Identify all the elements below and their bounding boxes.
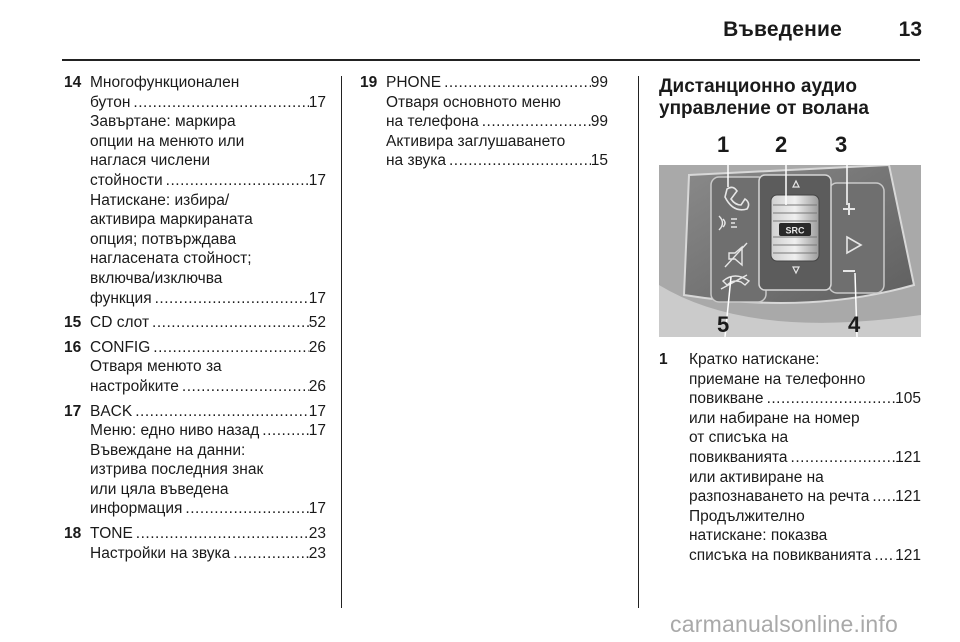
entry-line	[90, 338, 326, 358]
entry-number: 18	[64, 525, 82, 543]
entry-text: приемане на телефонно	[689, 370, 866, 388]
steering-wheel-photo	[659, 165, 921, 337]
dot-leader	[150, 338, 308, 358]
page-reference: 121	[895, 488, 921, 506]
left-button-panel	[711, 177, 766, 302]
entry-line	[90, 480, 326, 500]
callout-label: 2	[775, 132, 788, 157]
index-entry	[659, 350, 921, 566]
entry-text: списъка на повикванията	[689, 546, 872, 564]
entry-number: 17	[64, 402, 82, 420]
page-reference: 17	[308, 422, 326, 440]
entry-line	[689, 389, 921, 409]
page-reference: 26	[308, 377, 326, 395]
entry-text: Завъртане: маркира	[90, 113, 236, 131]
entry-line	[90, 377, 326, 397]
page-reference: 105	[895, 390, 921, 408]
page-reference: 15	[590, 152, 608, 170]
entry-text: Многофункционален	[90, 74, 240, 91]
entry-line	[689, 487, 921, 507]
entry-text: или цяла въведена	[90, 480, 229, 498]
entry-number: 19	[360, 74, 378, 91]
steering-wheel-controls-figure	[659, 130, 921, 345]
entry-text: активира маркираната	[90, 211, 253, 229]
entry-line	[689, 546, 921, 566]
page-reference: 17	[308, 402, 326, 420]
entry-line	[90, 441, 326, 461]
callout-label: 3	[835, 132, 848, 157]
src-label: SRC	[785, 225, 805, 236]
steering-wheel-illustration	[659, 165, 921, 337]
entry-line	[90, 112, 326, 132]
entry-text: натискане: показва	[689, 527, 828, 545]
header-divider	[62, 59, 920, 61]
entry-text: настройките	[90, 377, 179, 395]
entry-text: CONFIG	[90, 338, 151, 356]
dot-leader	[446, 151, 591, 171]
entry-number: 16	[64, 338, 82, 356]
entry-line	[689, 448, 921, 468]
entry-text: Натискане: избира/	[90, 191, 230, 209]
entry-line	[90, 230, 326, 250]
control-descriptions	[659, 350, 921, 571]
entry-text: на телефона	[386, 113, 479, 131]
entry-text: информация	[90, 500, 183, 518]
entry-line	[689, 526, 921, 546]
entry-text: нагласената стойност;	[90, 250, 252, 268]
dot-leader	[871, 546, 895, 566]
page-section-title: Въведение	[723, 18, 842, 41]
entry-text: Кратко натискане:	[689, 351, 820, 368]
watermark: carmanualsonline.info	[670, 611, 898, 637]
page-number: 13	[898, 18, 922, 41]
entry-line	[90, 93, 326, 113]
entry-line	[90, 524, 326, 544]
entry-text: Отваря основното меню	[386, 93, 561, 111]
dot-leader	[788, 448, 896, 468]
dot-leader	[133, 524, 309, 544]
entry-text: PHONE	[386, 74, 442, 91]
dot-leader	[163, 171, 309, 191]
entry-line	[90, 499, 326, 519]
entry-line	[90, 269, 326, 289]
page-reference: 99	[590, 113, 608, 131]
entry-line	[386, 112, 608, 132]
entry-line	[90, 421, 326, 441]
entry-line	[386, 132, 608, 152]
entry-text: CD слот	[90, 314, 150, 332]
entry-text: на звука	[386, 152, 446, 170]
entry-line	[689, 428, 921, 448]
page-reference: 23	[308, 525, 326, 543]
index-entry	[64, 73, 326, 308]
entry-text: опции на менюто или	[90, 132, 245, 150]
dot-leader	[230, 544, 308, 564]
index-column-1	[64, 73, 326, 568]
entry-text: включва/изключва	[90, 269, 223, 287]
entry-line	[386, 93, 608, 113]
callout-label: 4	[848, 312, 861, 337]
entry-line	[386, 73, 608, 93]
page-reference: 17	[308, 171, 326, 189]
index-entry	[64, 402, 326, 520]
section-heading	[659, 76, 921, 120]
entry-line	[689, 350, 921, 370]
page-reference: 17	[308, 289, 326, 307]
index-column-2	[360, 73, 608, 176]
index-entry	[360, 73, 608, 171]
entry-text: бутон	[90, 93, 131, 111]
entry-line	[90, 402, 326, 422]
page-reference: 52	[308, 314, 326, 332]
dot-leader	[152, 289, 309, 309]
entry-line	[90, 171, 326, 191]
entry-line	[90, 151, 326, 171]
page-reference: 17	[308, 500, 326, 518]
entry-line	[90, 357, 326, 377]
entry-text: наглася числени	[90, 152, 210, 170]
entry-text: Продължително	[689, 507, 805, 525]
page-reference: 121	[895, 546, 921, 564]
dot-leader	[259, 421, 308, 441]
page-reference: 99	[590, 74, 608, 91]
page-reference: 17	[308, 93, 326, 111]
dot-leader	[149, 313, 309, 333]
right-button-panel	[829, 183, 884, 293]
entry-line	[689, 507, 921, 527]
dot-leader	[179, 377, 309, 397]
entry-text: повикванията	[689, 448, 788, 466]
column-divider	[638, 76, 639, 608]
section-title-line: управление от волана	[659, 98, 869, 119]
entry-text: функция	[90, 289, 152, 307]
entry-line	[90, 249, 326, 269]
entry-line	[90, 191, 326, 211]
entry-line	[386, 151, 608, 171]
page-reference: 26	[308, 338, 326, 356]
entry-line	[689, 409, 921, 429]
dot-leader	[130, 93, 308, 113]
dot-leader	[132, 402, 309, 422]
entry-text: TONE	[90, 525, 133, 543]
entry-line	[689, 468, 921, 488]
page-reference: 23	[308, 544, 326, 562]
entry-line	[90, 313, 326, 333]
index-entry	[64, 338, 326, 397]
entry-number: 14	[64, 74, 82, 91]
section-title-line: Дистанционно аудио	[659, 76, 857, 97]
entry-line	[90, 460, 326, 480]
column-divider	[341, 76, 342, 608]
entry-text: опция; потвърждава	[90, 230, 237, 248]
callout-label: 1	[717, 132, 730, 157]
dot-leader	[441, 73, 591, 93]
dot-leader	[869, 487, 895, 507]
dot-leader	[479, 112, 591, 132]
entry-line	[90, 544, 326, 564]
dot-leader	[764, 389, 896, 409]
entry-text: изтрива последния знак	[90, 461, 264, 479]
entry-line	[90, 289, 326, 309]
entry-text: Активира заглушаването	[386, 132, 566, 150]
entry-text: стойности	[90, 171, 163, 189]
entry-text: Настройки на звука	[90, 544, 231, 562]
entry-line	[90, 73, 326, 93]
entry-line	[90, 210, 326, 230]
entry-text: разпознаването на речта	[689, 488, 870, 506]
entry-text: Меню: едно ниво назад	[90, 422, 260, 440]
entry-text: от списъка на	[689, 429, 789, 447]
entry-number: 15	[64, 314, 82, 332]
entry-text: повикване	[689, 390, 764, 408]
entry-text: Отваря менюто за	[90, 358, 222, 376]
callout-label: 5	[717, 312, 730, 337]
dot-leader	[182, 499, 308, 519]
entry-text: или набиране на номер	[689, 409, 860, 427]
index-entry	[64, 524, 326, 563]
entry-line	[689, 370, 921, 390]
entry-number: 1	[659, 351, 668, 368]
entry-text: Въвеждане на данни:	[90, 441, 246, 459]
index-entry	[64, 313, 326, 333]
entry-text: BACK	[90, 402, 133, 420]
page-reference: 121	[895, 448, 921, 466]
entry-text: или активиране на	[689, 468, 824, 486]
entry-line	[90, 132, 326, 152]
